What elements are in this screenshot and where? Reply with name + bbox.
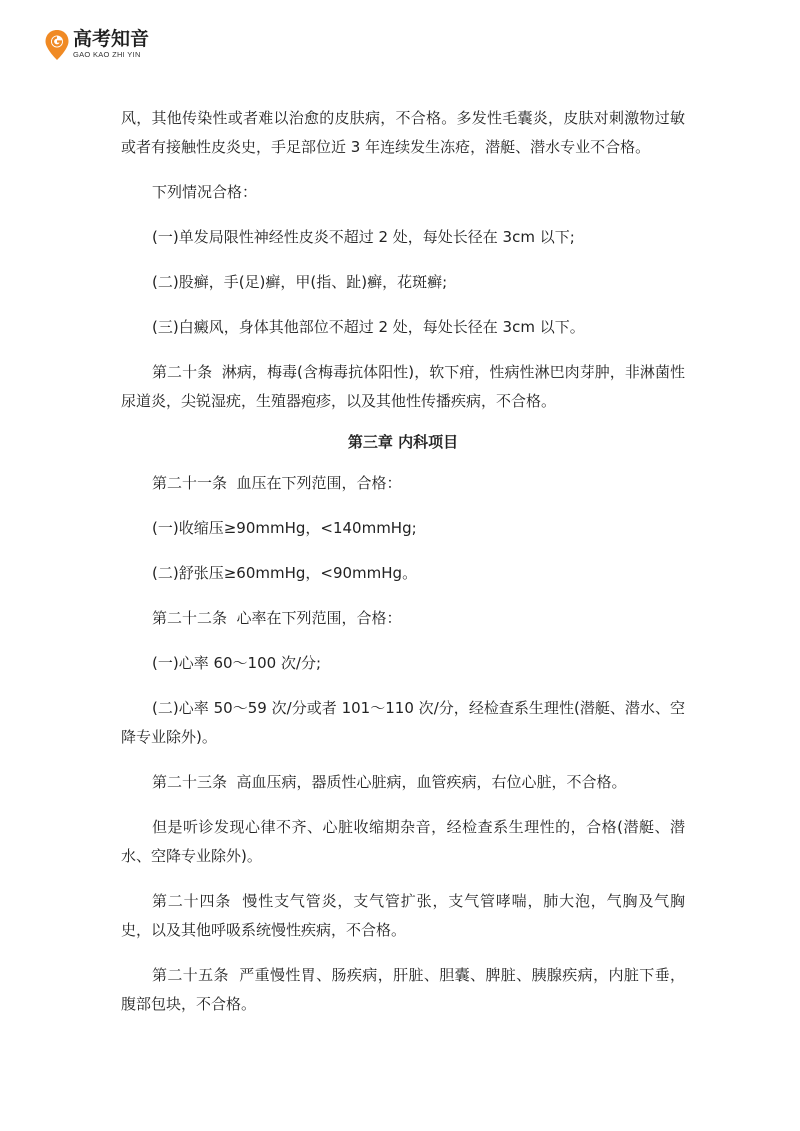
paragraph: 第二十五条 严重慢性胃、肠疾病，肝脏、胆囊、脾脏、胰腺疾病，内脏下垂，腹部包块，不合格。 bbox=[121, 966, 685, 1013]
paragraph: 第二十条 淋病，梅毒(含梅毒抗体阳性)，软下疳，性病性淋巴肉芽肿，非淋菌性尿道炎，尖锐湿疣，生殖器疱疹，以及其他性传播疾病，不合格。 bbox=[121, 363, 685, 410]
paragraph: 第二十三条 高血压病，器质性心脏病，血管疾病，右位心脏，不合格。 bbox=[152, 773, 627, 791]
paragraph: 第二十四条 慢性支气管炎，支气管扩张，支气管哮喘，肺大泡，气胸及气胸史，以及其他呼吸系统慢性疾病，不合格。 bbox=[121, 892, 685, 939]
logo-name: 高考知音 bbox=[73, 28, 150, 50]
paragraph: (二)心率 50～59 次/分或者 101～110 次/分，经检查系生理性(潜艇、潜水、空降专业除外)。 bbox=[121, 699, 685, 746]
document-body bbox=[121, 104, 685, 1019]
paragraph: (二)舒张压≥60mmHg，<90mmHg。 bbox=[152, 564, 418, 582]
paragraph: 第二十一条 血压在下列范围，合格： bbox=[152, 474, 402, 492]
paragraph: (二)股癣，手(足)癣，甲(指、趾)癣，花斑癣; bbox=[152, 273, 448, 291]
paragraph: (一)单发局限性神经性皮炎不超过 2 处，每处长径在 3cm 以下; bbox=[152, 228, 575, 246]
brand-logo bbox=[44, 28, 149, 68]
chapter-heading: 第三章 内科项目 bbox=[347, 433, 459, 451]
paragraph: 下列情况合格： bbox=[152, 183, 258, 201]
paragraph: (一)收缩压≥90mmHg，<140mmHg; bbox=[152, 519, 417, 537]
paragraph: 第二十二条 心率在下列范围，合格： bbox=[152, 609, 402, 627]
location-pin-icon bbox=[44, 29, 70, 61]
paragraph: 风，其他传染性或者难以治愈的皮肤病，不合格。多发性毛囊炎，皮肤对刺激物过敏或者有接触性皮炎史，手足部位近 3 年连续发生冻疮，潜艇、潜水专业不合格。 bbox=[121, 109, 685, 156]
paragraph: (三)白癜风，身体其他部位不超过 2 处，每处长径在 3cm 以下。 bbox=[152, 318, 585, 336]
paragraph: (一)心率 60～100 次/分; bbox=[152, 654, 322, 672]
logo-subtitle: GAO KAO ZHI YIN bbox=[73, 50, 141, 59]
paragraph: 但是听诊发现心律不齐、心脏收缩期杂音，经检查系生理性的，合格(潜艇、潜水、空降专业除外)。 bbox=[121, 818, 685, 865]
